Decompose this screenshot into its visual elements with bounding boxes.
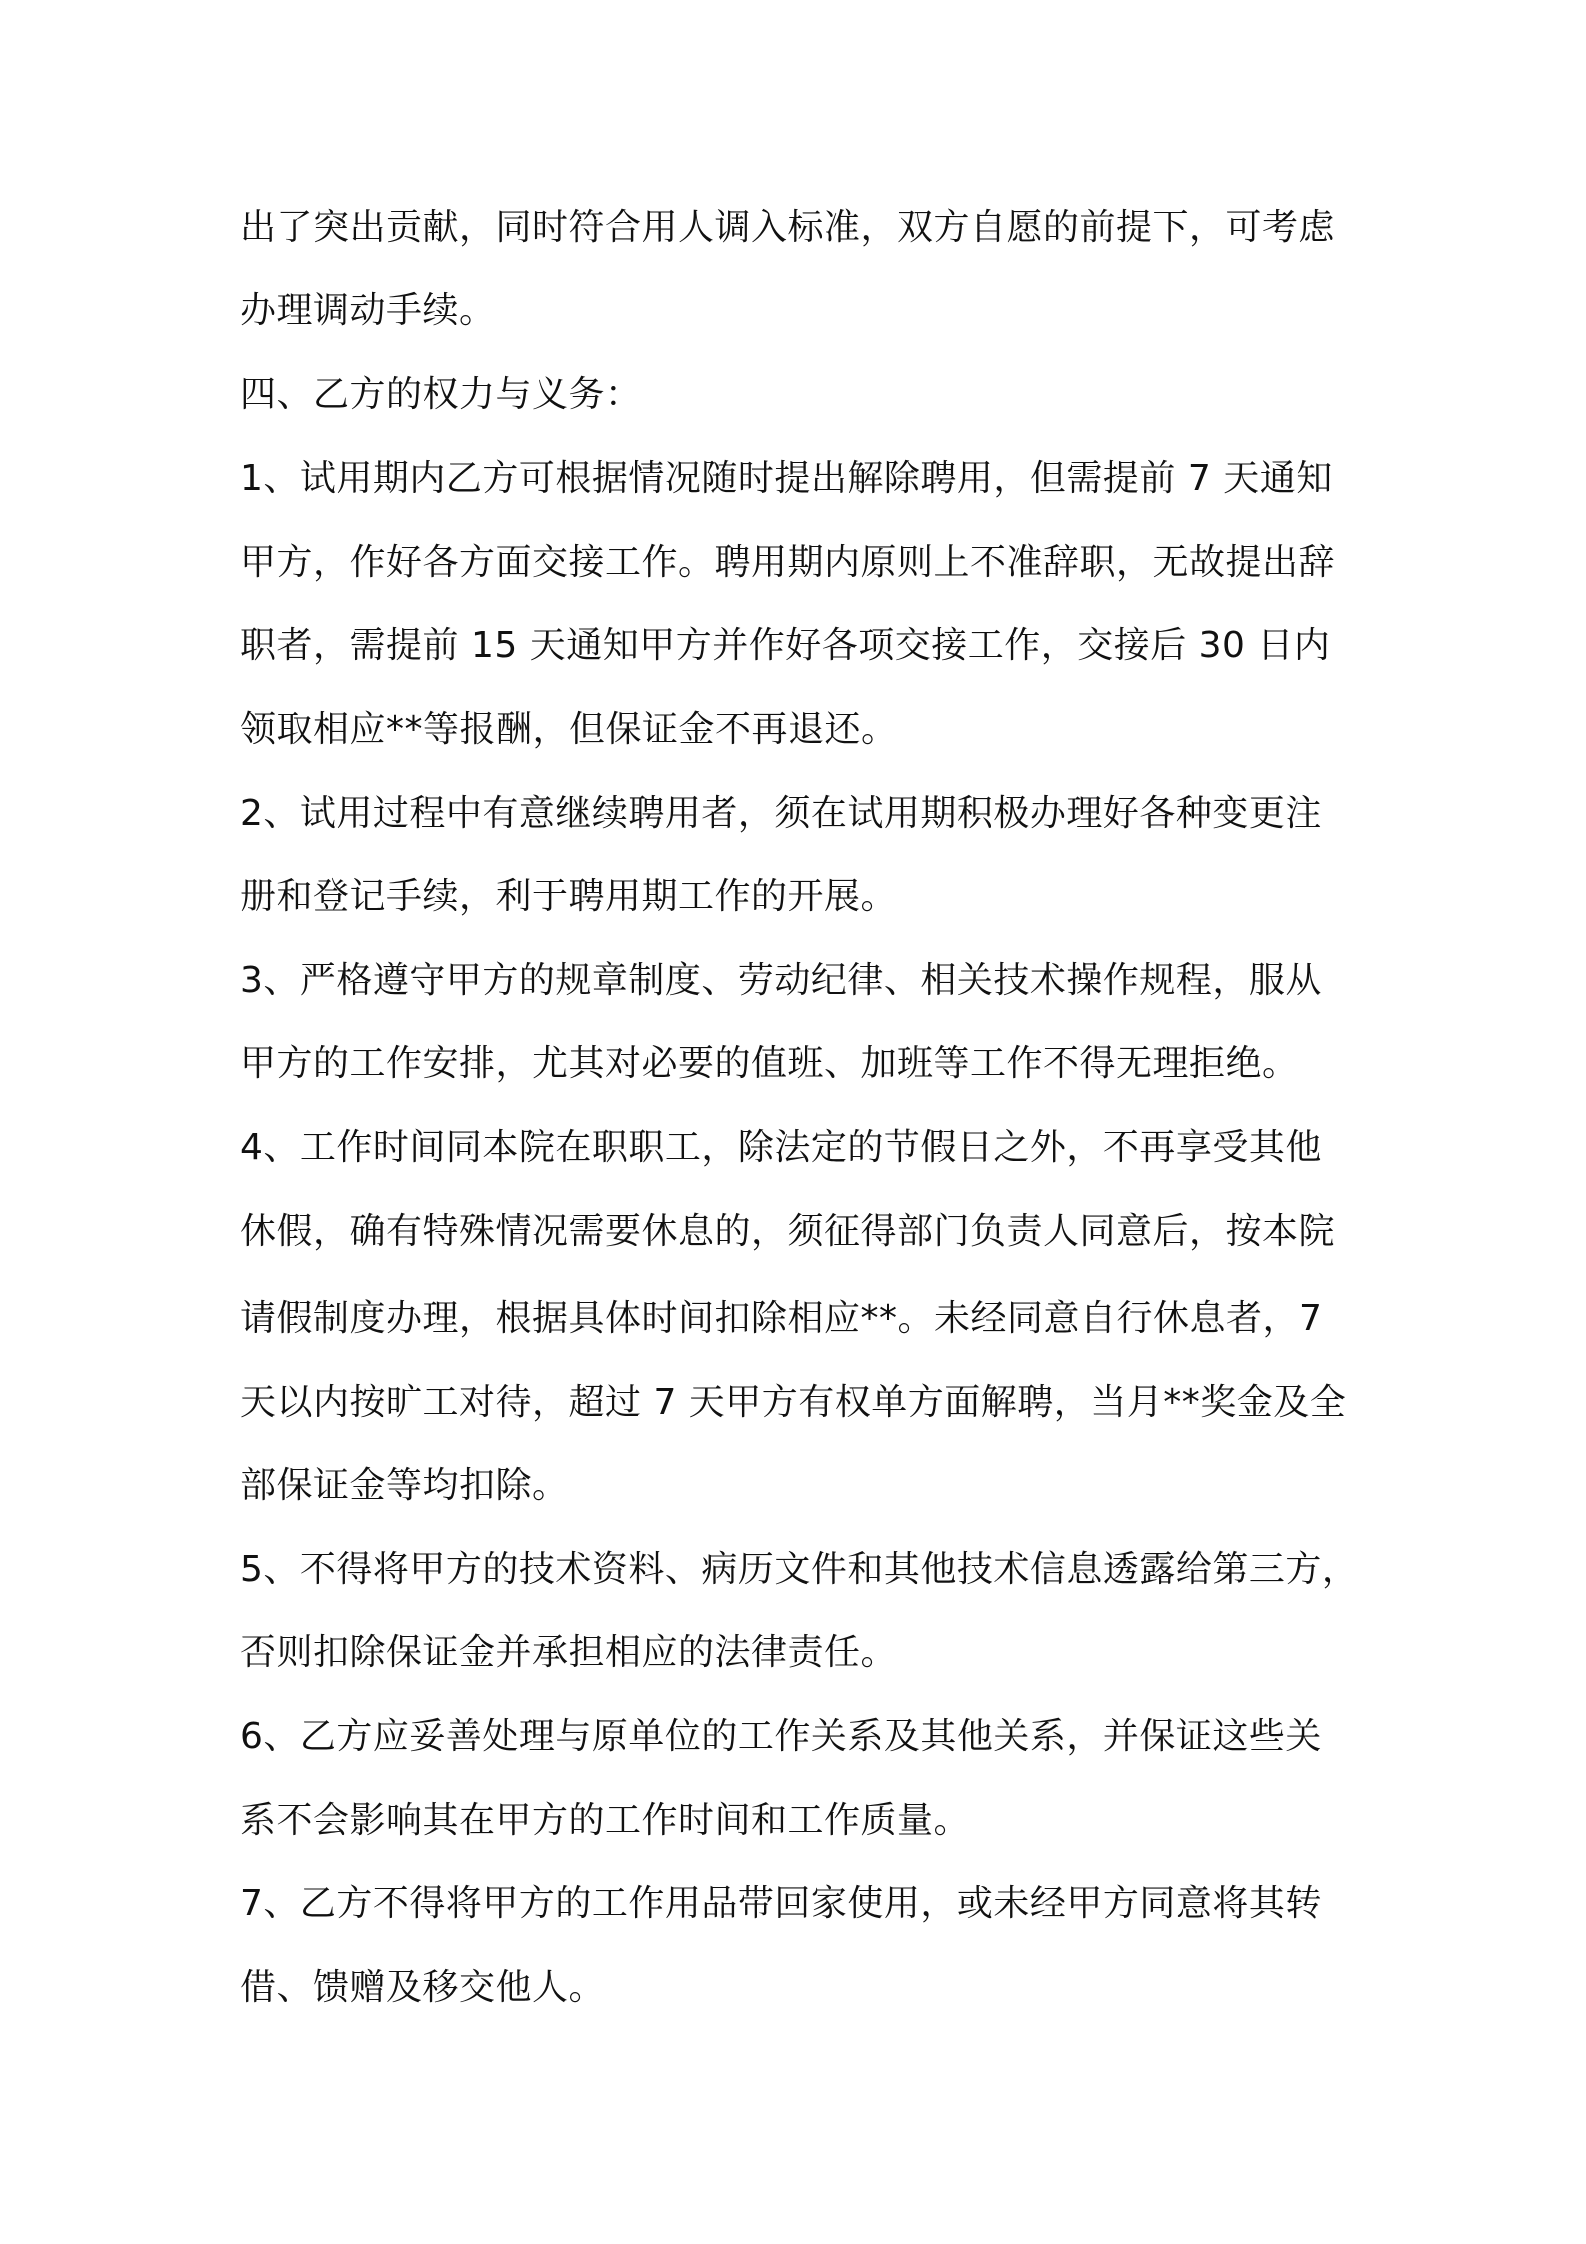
text-line: 借、馈赠及移交他人。 [240,1967,606,2008]
text-line: 甲方，作好各方面交接工作。聘用期内原则上不准辞职，无故提出辞 [240,542,1336,583]
text-line: 2、试用过程中有意继续聘用者，须在试用期积极办理好各种变更注 [240,793,1322,834]
text-line: 出了突出贡献，同时符合用人调入标准，双方自愿的前提下，可考虑 [240,207,1336,248]
text-line: 办理调动手续。 [240,290,496,331]
text-line: 5、不得将甲方的技术资料、病历文件和其他技术信息透露给第三方， [240,1549,1359,1590]
text-line: 甲方的工作安排，尤其对必要的值班、加班等工作不得无理拒绝。 [240,1043,1299,1084]
text-line: 系不会影响其在甲方的工作时间和工作质量。 [240,1800,971,1841]
text-line: 天以内按旷工对待，超过 7 天甲方有权单方面解聘，当月**奖金及全 [240,1382,1347,1423]
text-line: 领取相应**等报酬，但保证金不再退还。 [240,709,898,750]
text-line: 职者，需提前 15 天通知甲方并作好各项交接工作，交接后 30 日内 [240,625,1331,666]
text-line: 休假，确有特殊情况需要休息的，须征得部门负责人同意后，按本院 [240,1211,1336,1252]
text-line: 1、试用期内乙方可根据情况随时提出解除聘用，但需提前 7 天通知 [240,458,1333,499]
text-line: 部保证金等均扣除。 [240,1465,569,1506]
text-line: 否则扣除保证金并承担相应的法律责任。 [240,1632,898,1673]
text-line: 请假制度办理，根据具体时间扣除相应**。未经同意自行休息者，7 [240,1298,1323,1339]
text-line: 4、工作时间同本院在职职工，除法定的节假日之外，不再享受其他 [240,1127,1322,1168]
text-line: 册和登记手续，利于聘用期工作的开展。 [240,876,898,917]
text-line: 3、严格遵守甲方的规章制度、劳动纪律、相关技术操作规程，服从 [240,960,1322,1001]
text-line: 6、乙方应妥善处理与原单位的工作关系及其他关系，并保证这些关 [240,1716,1322,1757]
section-heading: 四、乙方的权力与义务： [240,374,642,415]
text-line: 7、乙方不得将甲方的工作用品带回家使用，或未经甲方同意将其转 [240,1883,1322,1924]
